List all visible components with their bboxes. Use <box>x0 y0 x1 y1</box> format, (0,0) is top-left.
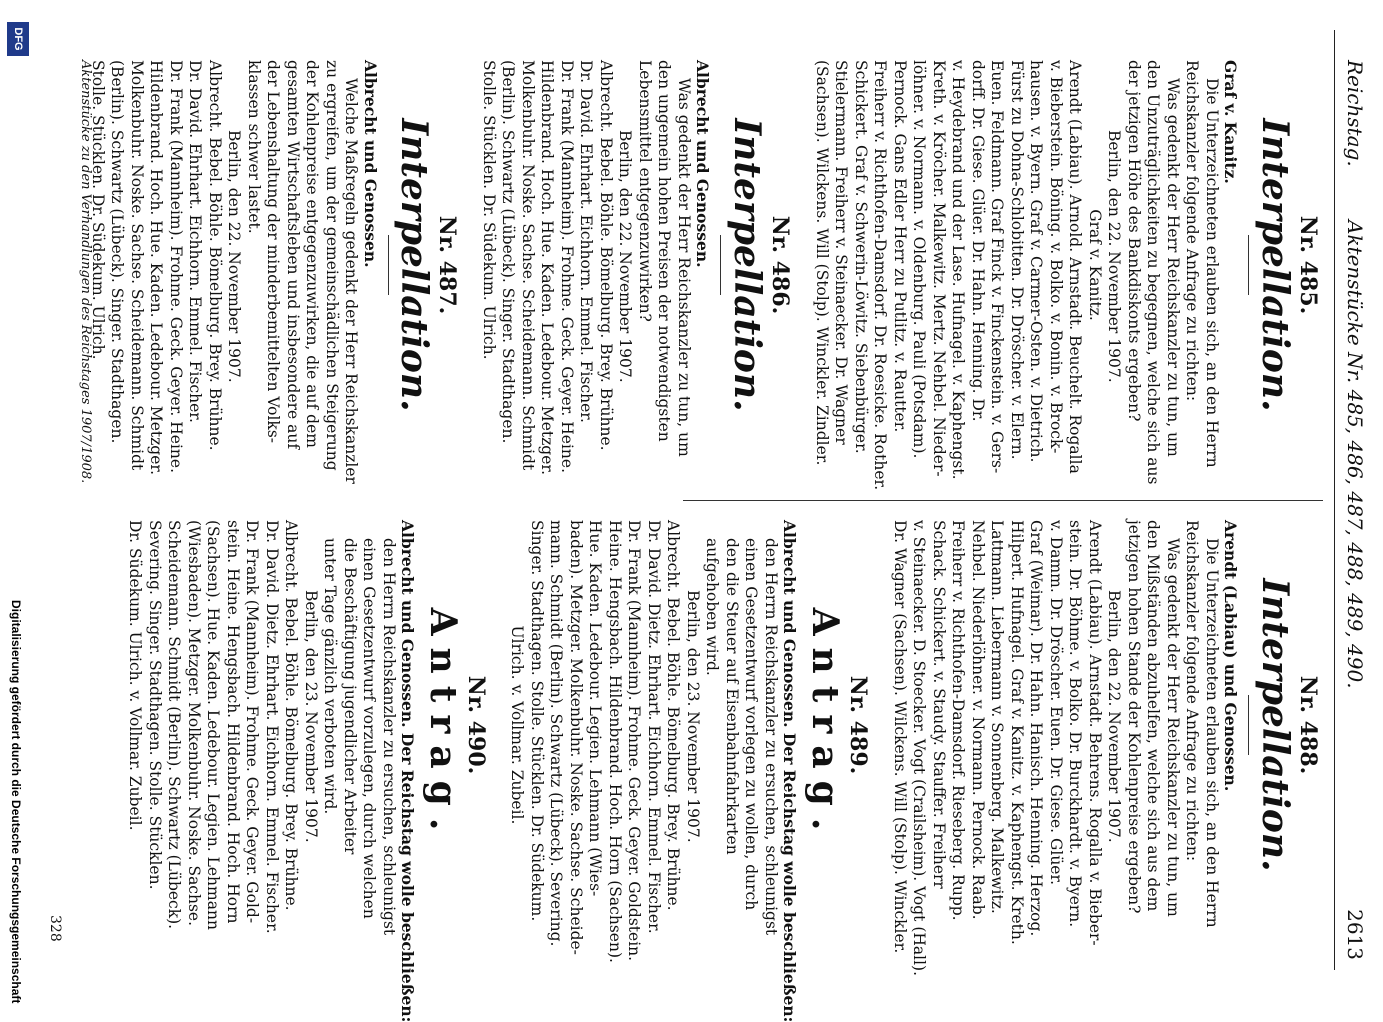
text-line: Dr. Frank (Mannheim). Frohme. Geck. Geyer. Gold- <box>243 520 262 924</box>
text-line: (Wiesbaden). Metzger. Molkenbuhr. Noske. Sachse. <box>184 520 203 927</box>
text-line: der jetzigen Höhe des Bankdiskonts ergeben? <box>1124 60 1143 422</box>
text-line: Dr. Frank (Mannheim). Frohme. Geck. Geyer. Heine. <box>557 60 576 473</box>
entry-rule <box>720 235 721 295</box>
signature-line: Graf v. Kanitz. <box>1085 209 1104 321</box>
text-line: Stolle. Stücklen. Dr. Südekum. Ulrich. <box>88 60 107 360</box>
header-left: Reichstag. <box>1343 60 1367 167</box>
text-line: hausen. v. Byern. Graf v. Carmer-Osten. v. Dietrich. <box>1027 60 1046 463</box>
text-line: baden). Metzger. Molkenbuhr. Noske. Sachse. Scheide- <box>566 520 585 955</box>
digitization-note <box>3 0 31 1004</box>
text-line: den die Steuer auf Eisenbahnfahrkarten <box>722 538 741 855</box>
text-line: Welche Maßregeln gedenkt der Herr Reichskanzler <box>342 78 361 484</box>
entry-486 <box>478 60 794 476</box>
text-line: der Kohlenpreise entgegenzuwirken, die auf dem <box>303 60 322 448</box>
text-line: Schack. Schickert. v. Staudy. Stauffer. Freiherr <box>929 520 948 889</box>
text-line: einen Gesetzentwurf vorzulegen, durch welchen <box>360 538 379 919</box>
right-column <box>107 520 1325 1022</box>
text-line: Hildenbrand. Hoch. Hue. Kaden. Ledebour. Metzger. <box>147 60 166 476</box>
date-line: Berlin, den 22. November 1907. <box>1105 130 1124 383</box>
entry-number: Nr. 485. <box>1295 215 1321 315</box>
text-line: die Beschäftigung jugendlicher Arbeiter <box>340 538 359 855</box>
text-line: Albrecht. Bebel. Böhle. Bömelburg. Brey. Brühne. <box>664 520 683 911</box>
entry-type: Interpellation. <box>1254 118 1296 412</box>
text-line: Heine. Hengsbach. Hildenbrand. Hoch. Horn (Sachsen). <box>605 520 624 963</box>
text-line: den Herrn Reichskanzler zu ersuchen, schleunigst <box>379 538 398 936</box>
text-line: (Sachsen). Hue. Kaden. Ledebour. Legien. Lehmann <box>204 520 223 930</box>
text-line: Dr. David. Ehrhart. Eichhorn. Emmel. Fischer. <box>577 60 596 423</box>
entry-number: Nr. 490. <box>462 675 489 775</box>
entry-type: Interpellation. <box>726 118 769 412</box>
text-line: löhner. v. Normann. v. Oldenburg. Pauli (Potsdam). <box>910 60 929 459</box>
text-line: Singer. Stadthagen. Stolle. Stücklen. Dr. Südekum. <box>527 520 546 922</box>
text-line: Albrecht. Bebel. Böhle. Bömelburg. Brey. Brühne. <box>205 60 224 451</box>
text-line: stein. Heine. Hengsbach. Hildenbrand. Hoch. Horn <box>223 520 242 924</box>
text-line: v. Heydebrand und der Lase. Hufnagel. v. Kaphengst. <box>949 60 968 480</box>
text-line: aufgehoben wird. <box>703 538 722 676</box>
entry-487 <box>87 60 461 484</box>
text-line: v. Steinaecker. D. Stoecker. Vogt (Crailsheim). Vogt (Hall). <box>910 520 929 977</box>
text-line: Hildenbrand. Hoch. Hue. Kaden. Ledebour. Metzger. <box>538 60 557 476</box>
text-line: Arendt (Labiau) und Genossen. <box>1221 520 1241 792</box>
text-line: Albrecht und Genossen. <box>693 60 713 268</box>
text-line: (Sachsen). Wilckens. Will (Stolp). Winckler. Zindler. <box>812 60 831 466</box>
page-footer: Aktenstücke zu den Verhandlungen des Reichstages 1907/1908. <box>78 60 93 484</box>
text-line: Freiherr v. Richthofen-Damsdorf. Rieseberg. Rupp. <box>949 520 968 921</box>
date-line: Berlin, den 23. November 1907. <box>683 590 702 843</box>
text-line: Albrecht. Bebel. Böhle. Bömelburg. Brey. Brühne. <box>596 60 615 451</box>
text-line: Reichskanzler folgende Anfrage zu richten: <box>1183 60 1202 402</box>
text-line: Lattmann. Liebermann v. Sonnenberg. Malkewitz. <box>988 520 1007 914</box>
text-line: Pernock. Gans Edler Herr zu Putlitz. v. Rautter. <box>890 60 909 433</box>
text-line: Fürst zu Dohna-Schlobitten. Dr. Dröscher. v. Elern. <box>1007 60 1026 460</box>
entry-type: Antrag. <box>804 607 847 843</box>
entry-rule <box>1248 235 1249 295</box>
text-line: Molkenbuhr. Noske. Sachse. Scheidemann. Schmidt <box>127 60 146 471</box>
text-line: zu ergreifen, um der gemeinschädlichen Steigerung <box>322 60 341 471</box>
text-line: Dr. David. Ehrhart. Eichhorn. Emmel. Fischer. <box>186 60 205 423</box>
text-line: Scheidemann. Schmidt (Berlin). Schwartz (Lübeck). <box>165 520 184 930</box>
entry-rule <box>1248 695 1249 755</box>
text-line: Lebensmittel entgegenzuwirken? <box>635 60 654 322</box>
digitization-text: Digitalisierung gefördert durch die Deutsche Forschungsgemeinschaft <box>9 600 23 1004</box>
date-line: Berlin, den 22. November 1907. <box>616 130 635 383</box>
text-line: Hue. Kaden. Ledebour. Legien. Lehmann (Wies- <box>586 520 605 897</box>
date-line: Berlin, den 22. November 1907. <box>1105 590 1124 843</box>
entry-rule <box>388 235 389 295</box>
text-line: Reichskanzler folgende Anfrage zu richten: <box>1183 520 1202 862</box>
page-header <box>1334 30 1375 970</box>
text-line: v. Damm. Dr. Dröscher. Euen. Dr. Giese. Glüer. <box>1046 520 1065 886</box>
entry-type: Interpellation. <box>1254 578 1296 872</box>
entry-489 <box>507 520 872 1022</box>
text-line: Albrecht. Bebel. Böhle. Bömelburg. Brey. Brühne. <box>282 520 301 911</box>
text-line: Schickert. Graf v. Schwerin-Löwitz. Siebenbürger. <box>851 60 870 454</box>
dfg-logo-icon: DFG <box>7 22 29 56</box>
text-line: unter Tage gänzlich verboten wird. <box>321 538 340 815</box>
date-line: Berlin, den 23. November 1907. <box>301 590 320 843</box>
text-line: Dr. David. Dietz. Ehrhart. Eichhorn. Emmel. Fischer. <box>262 520 281 934</box>
text-line: Die Unterzeichneten erlauben sich, an den Herrn <box>1202 78 1221 468</box>
text-line: Stielermann. Freiherr v. Steinaecker. Dr. Wagner <box>832 60 851 445</box>
text-line: mann. Schmidt (Berlin). Schwartz (Lübeck). Severing. <box>547 520 566 947</box>
entry-type: Interpellation. <box>393 118 436 412</box>
text-line: Molkenbuhr. Noske. Sachse. Scheidemann. Schmidt <box>518 60 537 471</box>
header-title: Aktenstücke Nr. 485, 486, 487, 488, 489, 490. <box>1343 220 1367 689</box>
entry-number: Nr. 486. <box>767 215 794 315</box>
text-line: (Berlin). Schwartz (Lübeck). Singer. Stadthagen. <box>499 60 518 444</box>
text-line: Was gedenkt der Herr Reichskanzler zu tun, um <box>674 78 693 457</box>
text-line: Was gedenkt der Herr Reichskanzler zu tun, um <box>1163 538 1182 917</box>
text-line: Was gedenkt der Herr Reichskanzler zu tun, um <box>1163 78 1182 457</box>
column-divider <box>683 500 1323 501</box>
text-line: Albrecht und Genossen. Der Reichstag wolle beschließen: <box>780 520 800 1022</box>
text-line: gesamten Wirtschaftsleben und insbesondere auf <box>283 60 302 450</box>
text-line: Albrecht und Genossen. Der Reichstag wolle beschließen: <box>398 520 418 1022</box>
text-line: Euen. Feldmann. Graf Finck v. Finckenstein. v. Gers- <box>988 60 1007 474</box>
signature-mark: 328 <box>47 915 63 942</box>
text-line: Kreth. v. Kröcher. Malkewitz. Mertz. Nehbel. Nieder- <box>929 60 948 477</box>
text-line: stein. Dr. Böhme. v. Bolko. Dr. Burckhardt. v. Byern. <box>1066 520 1085 928</box>
text-line: Dr. David. Dietz. Ehrhart. Eichhorn. Emmel. Fischer. <box>644 520 663 934</box>
entry-488 <box>889 520 1321 977</box>
text-line: Hilpert. Hufnagel. Graf v. Kanitz. v. Kaphengst. Kreth. <box>1007 520 1026 945</box>
page-number: 2613 <box>1343 909 1367 960</box>
text-line: den Mißständen abzuhelfen, welche sich aus dem <box>1144 520 1163 912</box>
text-line: Stolle. Stücklen. Dr. Südekum. Ulrich. <box>479 60 498 360</box>
text-line: der Lebenshaltung der minderbemittelten Volks- <box>264 60 283 444</box>
text-line: Albrecht und Genossen. <box>360 60 380 268</box>
text-line: Nehbel. Niederlöhner. v. Normann. Pernock. Raab. <box>968 520 987 920</box>
text-line: den Herrn Reichskanzler zu ersuchen, schleunigst <box>761 538 780 936</box>
text-line: jetzigen hohen Stande der Kohlenpreise ergeben? <box>1124 520 1143 914</box>
entry-number: Nr. 487. <box>434 215 461 315</box>
text-line: v. Bieberstein. Böning. v. Bolko. v. Bonin. v. Brock- <box>1046 60 1065 454</box>
text-line: Ulrich. v. Vollmar. Zubeil. <box>508 625 527 825</box>
text-line: Die Unterzeichneten erlauben sich, an den Herrn <box>1202 538 1221 928</box>
entry-490 <box>125 520 489 1022</box>
text-line: Arendt (Labiau). Arnstadt. Behrens. Rogalla v. Bieber- <box>1085 520 1104 946</box>
text-line: Severing. Singer. Stadthagen. Stolle. Stücklen. <box>145 520 164 890</box>
text-line: dorff. Dr. Giese. Glüer. Dr. Hahn. Henning. Dr. <box>968 60 987 422</box>
text-line: Dr. Südekum. Ulrich. v. Vollmar. Zubeil. <box>126 520 145 831</box>
entry-number: Nr. 488. <box>1295 675 1321 775</box>
text-line: den Unzuträglichkeiten zu begegnen, welche sich aus <box>1144 60 1163 485</box>
text-line: den ungemein hohen Preisen der notwendigsten <box>655 60 674 442</box>
text-line: klassen schwer lastet. <box>244 60 263 234</box>
text-line: Graf v. Kanitz. <box>1221 60 1241 184</box>
date-line: Berlin, den 22. November 1907. <box>225 130 244 383</box>
text-line: Dr. Frank (Mannheim). Frohme. Geck. Geyer. Goldstein. <box>625 520 644 962</box>
text-line: Arendt (Labiau). Arnold. Arnstadt. Beuchelt. Rogalla <box>1066 60 1085 474</box>
text-line: Freiherr v. Richthofen-Damsdorf. Dr. Roesicke. Rother. <box>871 60 890 491</box>
entry-485 <box>811 60 1321 491</box>
text-line: einen Gesetzentwurf vorlegen zu wollen, durch <box>742 538 761 911</box>
text-line: Graf (Weimar). Dr. Hahn. Hanisch. Henning. Herzog. <box>1027 520 1046 937</box>
text-line: Dr. Wagner (Sachsen). Wilckens. Will (Stolp). Winckler. <box>890 520 909 954</box>
text-line: (Berlin). Schwartz (Lübeck). Singer. Stadthagen. <box>108 60 127 444</box>
entry-type: Antrag. <box>421 607 464 843</box>
left-column <box>69 60 1325 491</box>
entry-number: Nr. 489. <box>845 675 872 775</box>
text-line: Dr. Frank (Mannheim). Frohme. Geck. Geyer. Heine. <box>166 60 185 473</box>
